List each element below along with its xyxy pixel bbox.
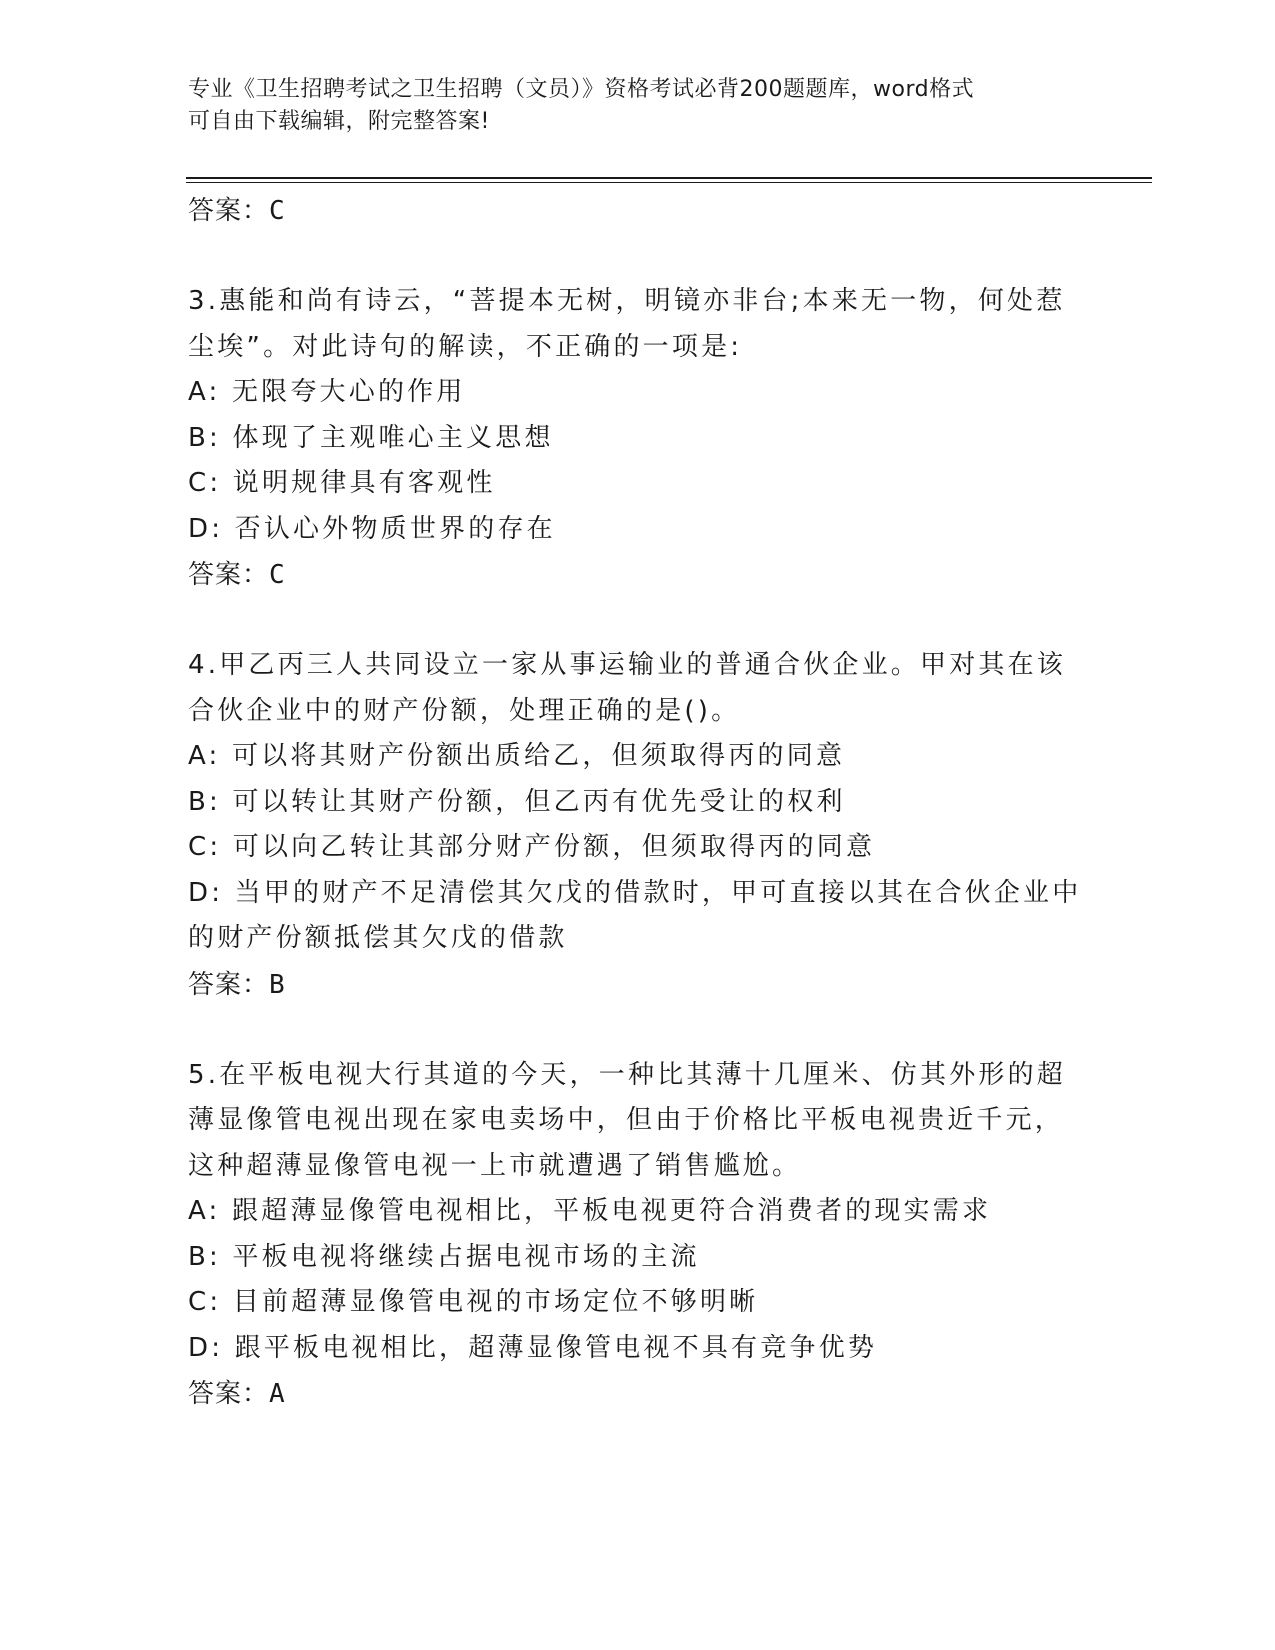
option-a: A: 无限夸大心的作用 <box>188 377 466 407</box>
spacer <box>188 1008 1088 1053</box>
spacer <box>188 234 1088 279</box>
option-a: A: 跟超薄显像管电视相比，平板电视更符合消费者的现实需求 <box>188 1196 992 1226</box>
option-b: B: 平板电视将继续占据电视市场的主流 <box>188 1241 700 1272</box>
header-divider-thin <box>186 182 1152 183</box>
option-b: B: 体现了主观唯心主义思想 <box>188 422 554 453</box>
option-c: C: 目前超薄显像管电视的市场定位不够明晰 <box>188 1287 759 1317</box>
answer-label: 答案： <box>188 560 270 590</box>
answer-value: B <box>269 969 286 1000</box>
answer-label: 答案： <box>188 196 270 226</box>
question-4 <box>188 643 1088 1008</box>
header-title-line-2: 可自由下载编辑，附完整答案! <box>188 109 490 134</box>
answer-label: 答案： <box>188 969 270 1000</box>
option-c: C: 说明规律具有客观性 <box>188 468 496 498</box>
document-header <box>188 74 1068 138</box>
answer-value: C <box>269 196 286 226</box>
question-answer <box>188 962 1088 1008</box>
question-text: 5.在平板电视大行其道的今天，一种比其薄十几厘米、仿其外形的超薄显像管电视出现在家电卖场中，但由于价格比平板电视贵近千元，这种超薄显像管电视一上市就遭遇了销售尴尬。 <box>188 1059 1067 1181</box>
previous-answer <box>188 188 1088 234</box>
answer-label: 答案： <box>188 1379 270 1409</box>
question-text: 3.惠能和尚有诗云，“菩提本无树，明镜亦非台;本来无一物，何处惹尘埃”。对此诗句的解读，不正确的一项是: <box>188 286 1066 362</box>
answer-value: A <box>269 1379 286 1409</box>
question-list <box>188 188 1088 1417</box>
option-d: D: 当甲的财产不足清偿其欠戊的借款时，甲可直接以其在合伙企业中的财产份额抵偿其欠戊的借款 <box>188 877 1082 953</box>
header-divider-thick <box>186 177 1152 179</box>
option-b: B: 可以转让其财产份额，但乙丙有优先受让的权利 <box>188 786 846 817</box>
question-text: 4.甲乙丙三人共同设立一家从事运输业的普通合伙企业。甲对其在该合伙企业中的财产份额，处理正确的是()。 <box>188 650 1067 726</box>
option-c: C: 可以向乙转让其部分财产份额，但须取得丙的同意 <box>188 832 876 862</box>
question-answer <box>188 1371 1088 1417</box>
question-3 <box>188 279 1088 598</box>
header-title-line-1: 专业《卫生招聘考试之卫生招聘（文员）》资格考试必背200题题库，word格式 <box>188 77 975 102</box>
question-5 <box>188 1053 1088 1418</box>
answer-value: C <box>269 560 286 590</box>
question-answer <box>188 552 1088 598</box>
option-a: A: 可以将其财产份额出质给乙，但须取得丙的同意 <box>188 741 846 771</box>
option-d: D: 否认心外物质世界的存在 <box>188 513 556 544</box>
spacer <box>188 598 1088 643</box>
option-d: D: 跟平板电视相比，超薄显像管电视不具有竞争优势 <box>188 1332 878 1363</box>
